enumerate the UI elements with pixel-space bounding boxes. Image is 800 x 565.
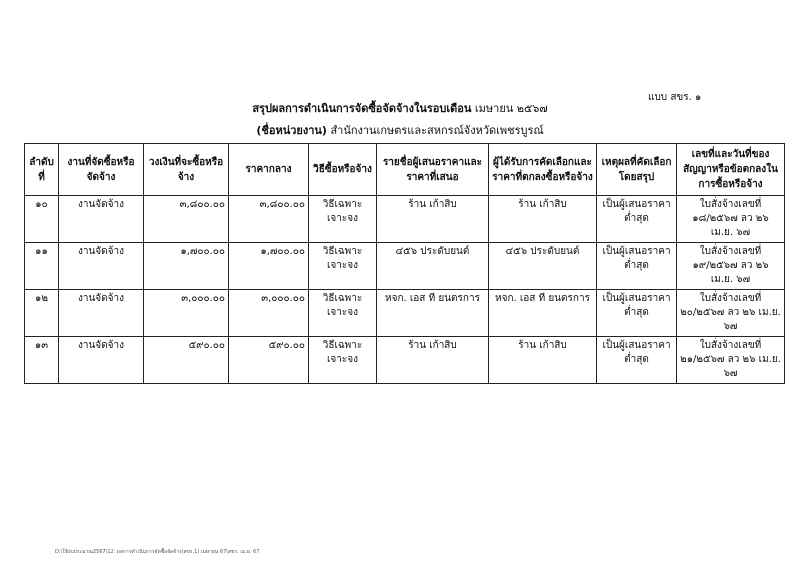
- cell-no: ๑๓: [25, 337, 59, 384]
- table-row: [25, 243, 785, 290]
- cell-contract: ใบสั่งจ้างเลขที่ ๒๐/๒๕๖๗ ลว ๒๖ เม.ย. ๖๗: [677, 290, 785, 337]
- cell-no: ๑๑: [25, 243, 59, 290]
- cell-median-price: ๓,๘๐๐.๐๐: [229, 196, 309, 243]
- cell-reason: เป็นผู้เสนอราคาต่ำสุด: [597, 290, 677, 337]
- cell-bidders: ร้าน เก้าสิบ: [377, 196, 489, 243]
- cell-bidders: หจก. เอส ที ยนตรการ: [377, 290, 489, 337]
- procurement-table: [24, 143, 785, 384]
- header-bidders: รายชื่อผู้เสนอราคาและราคาที่เสนอ: [377, 144, 489, 196]
- cell-reason: เป็นผู้เสนอราคาต่ำสุด: [597, 196, 677, 243]
- cell-method: วิธีเฉพาะเจาะจง: [309, 196, 377, 243]
- form-code: แบบ สขร. ๑: [648, 92, 702, 103]
- header-contract: เลขที่และวันที่ของสัญญาหรือข้อตกลงในการซื้อหรือจ้าง: [677, 144, 785, 196]
- page-subtitle: [0, 121, 800, 139]
- table-header-row: [25, 144, 785, 196]
- cell-contract: ใบสั่งจ้างเลขที่ ๒๑/๒๕๖๗ ลว ๒๖ เม.ย. ๖๗: [677, 337, 785, 384]
- table-row: [25, 290, 785, 337]
- cell-bidders: ๔๕๖ ประดับยนต์: [377, 243, 489, 290]
- subtitle-label: (ชื่อหน่วยงาน): [256, 124, 327, 137]
- cell-median-price: ๓,๐๐๐.๐๐: [229, 290, 309, 337]
- title-text: สรุปผลการดำเนินการจัดซื้อจัดจ้างในรอบเดือน: [252, 102, 472, 115]
- cell-median-price: ๕๙๐.๐๐: [229, 337, 309, 384]
- file-path-footer: D:\ใช้งบประมาณ2567\12. ผลการดำเนินการจัดซื้อจัดจ้าง(สขร.1) เมษายน 67\สขร. เม.ย. 67: [55, 549, 260, 555]
- cell-selected: ร้าน เก้าสิบ: [489, 337, 597, 384]
- cell-contract: ใบสั่งจ้างเลขที่ ๑๙/๒๕๖๗ ลว ๒๖ เม.ย. ๖๗: [677, 243, 785, 290]
- cell-method: วิธีเฉพาะเจาะจง: [309, 243, 377, 290]
- cell-no: ๑๒: [25, 290, 59, 337]
- title-month: เมษายน ๒๕๖๗: [474, 102, 548, 115]
- cell-reason: เป็นผู้เสนอราคาต่ำสุด: [597, 337, 677, 384]
- cell-selected: หจก. เอส ที ยนตรการ: [489, 290, 597, 337]
- table-row: [25, 196, 785, 243]
- cell-job: งานจัดจ้าง: [59, 243, 144, 290]
- cell-no: ๑๐: [25, 196, 59, 243]
- cell-median-price: ๑,๗๐๐.๐๐: [229, 243, 309, 290]
- table-row: [25, 337, 785, 384]
- agency-name: สำนักงานเกษตรและสหกรณ์จังหวัดเพชรบูรณ์: [330, 124, 544, 137]
- header-selected: ผู้ได้รับการคัดเลือกและราคาที่ตกลงซื้อหรือจ้าง: [489, 144, 597, 196]
- cell-job: งานจัดจ้าง: [59, 196, 144, 243]
- cell-job: งานจัดจ้าง: [59, 337, 144, 384]
- cell-budget: ๕๙๐.๐๐: [144, 337, 229, 384]
- cell-budget: ๓,๘๐๐.๐๐: [144, 196, 229, 243]
- cell-contract: ใบสั่งจ้างเลขที่ ๑๘/๒๕๖๗ ลว ๒๖ เม.ย. ๖๗: [677, 196, 785, 243]
- cell-job: งานจัดจ้าง: [59, 290, 144, 337]
- header-reason: เหตุผลที่คัดเลือกโดยสรุป: [597, 144, 677, 196]
- header-job: งานที่จัดซื้อหรือจัดจ้าง: [59, 144, 144, 196]
- cell-selected: ๔๕๖ ประดับยนต์: [489, 243, 597, 290]
- header-median-price: ราคากลาง: [229, 144, 309, 196]
- header-budget: วงเงินที่จะซื้อหรือจ้าง: [144, 144, 229, 196]
- cell-bidders: ร้าน เก้าสิบ: [377, 337, 489, 384]
- cell-budget: ๓,๐๐๐.๐๐: [144, 290, 229, 337]
- header-no: ลำดับที่: [25, 144, 59, 196]
- cell-budget: ๑,๗๐๐.๐๐: [144, 243, 229, 290]
- cell-reason: เป็นผู้เสนอราคาต่ำสุด: [597, 243, 677, 290]
- cell-method: วิธีเฉพาะเจาะจง: [309, 290, 377, 337]
- header-method: วิธีซื้อหรือจ้าง: [309, 144, 377, 196]
- cell-method: วิธีเฉพาะเจาะจง: [309, 337, 377, 384]
- page-title: [0, 99, 800, 117]
- cell-selected: ร้าน เก้าสิบ: [489, 196, 597, 243]
